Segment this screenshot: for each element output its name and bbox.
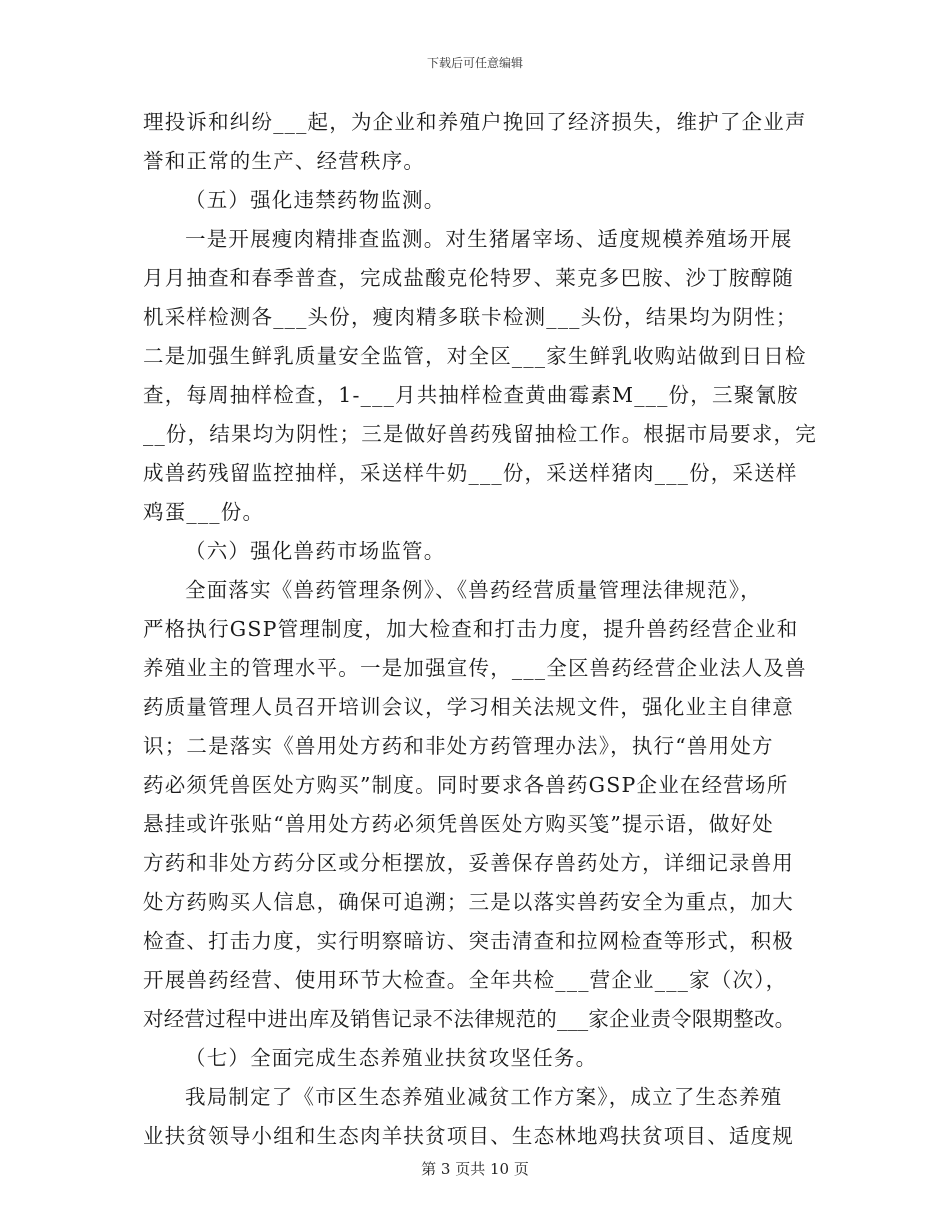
text-line: 机采样检测各___头份，瘦肉精多联卡检测___头份，结果均为阴性； [143,305,798,329]
text-line: 识；二是落实《兽用处方药和非处方药管理办法》，执行“兽用处方 [143,734,774,758]
text-line: （六）强化兽药市场监管。 [185,539,446,563]
text-line: 药质量管理人员召开培训会议，学习相关法规文件，强化业主自律意 [143,695,794,719]
text-line: __份，结果均为阴性；三是做好兽药残留抽检工作。根据市局要求，完 [143,422,817,446]
page-header: 下载后可任意编辑 [426,56,523,70]
text-line: （七）全面完成生态养殖业扶贫攻坚任务。 [185,1046,598,1070]
text-line: 二是加强生鲜乳质量安全监管，对全区___家生鲜乳收购站做到日日检 [143,344,807,368]
text-line: 一是开展瘦肉精排查监测。对生猪屠宰场、适度规模养殖场开展 [185,227,793,251]
text-line: 查，每周抽样检查，1-___月共抽样检查黄曲霉素M___份，三聚氰胺 [143,383,799,407]
text-line: 业扶贫领导小组和生态肉羊扶贫项目、生态林地鸡扶贫项目、适度规 [143,1124,794,1148]
text-line: 我局制定了《市区生态养殖业减贫工作方案》，成立了生态养殖 [185,1085,783,1109]
text-line: 悬挂或许张贴“兽用处方药必须凭兽医处方购买笺”提示语，做好处 [143,812,774,836]
text-line: 药必须凭兽医处方购买”制度。同时要求各兽药GSP企业在经营场所 [143,773,789,797]
text-line: 理投诉和纠纷___起，为企业和养殖户挽回了经济损失，维护了企业声 [143,110,807,134]
text-line: 全面落实《兽药管理条例》、《兽药经营质量管理法律规范》， [185,578,762,602]
text-line: 处方药购买人信息，确保可追溯；三是以落实兽药安全为重点，加大 [143,890,794,914]
page-footer: 第 3 页共 10 页 [421,1160,529,1178]
text-line: 月月抽查和春季普查，完成盐酸克伦特罗、莱克多巴胺、沙丁胺醇随 [143,266,794,290]
text-line: 成兽药残留监控抽样，采送样牛奶___份，采送样猪肉___份，采送样 [143,461,798,485]
document-body [143,103,823,1156]
text-line: 检查、打击力度，实行明察暗访、突击清查和拉网检查等形式，积极 [143,929,794,953]
text-line: 誉和正常的生产、经营秩序。 [143,149,426,173]
text-line: 严格执行GSP管理制度，加大检查和打击力度，提升兽药经营企业和 [143,617,799,641]
text-line: 对经营过程中进出库及销售记录不法律规范的___家企业责令限期整改。 [143,1007,796,1031]
text-line: 养殖业主的管理水平。一是加强宣传，___全区兽药经营企业法人及兽 [143,656,807,680]
text-line: （五）强化违禁药物监测。 [185,188,446,212]
text-line: 开展兽药经营、使用环节大检查。全年共检___营企业___家（次）， [143,968,788,992]
text-line: 方药和非处方药分区或分柜摆放，妥善保存兽药处方，详细记录兽用 [143,851,794,875]
text-line: 鸡蛋___份。 [143,500,265,524]
